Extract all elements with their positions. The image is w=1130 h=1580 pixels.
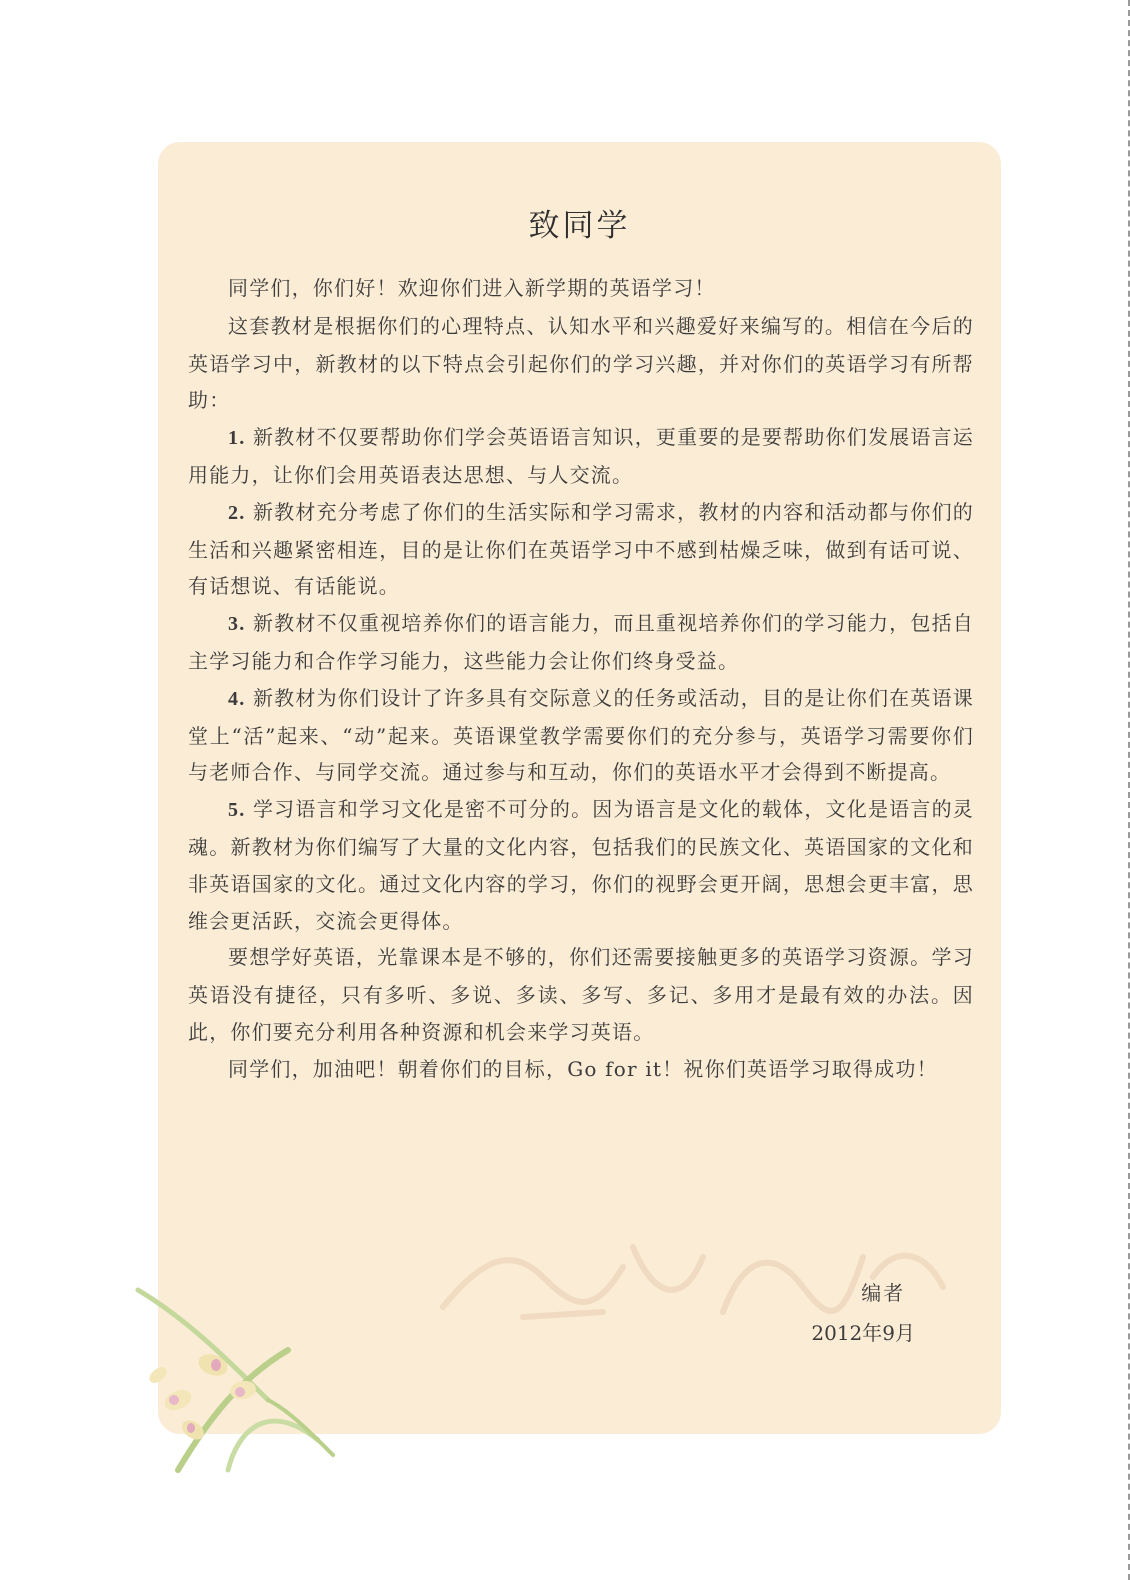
paragraph-text: 新教材不仅重视培养你们的语言能力，而且重视培养你们的学习能力，包括自主学习能力和合作学习能力，这些能力会让你们终身受益。 [188,611,974,673]
item-number: 1. [228,427,246,450]
paragraph [188,1051,974,1089]
item-number: 4. [228,687,246,710]
letter-title: 致同学 [528,208,631,244]
paragraph-text: 新教材不仅要帮助你们学会英语语言知识，更重要的是要帮助你们发展语言运用能力，让你们会用英语表达思想、与人交流。 [188,425,974,487]
paragraph [188,680,974,791]
item-number: 5. [228,799,246,822]
paragraph [188,791,974,939]
signature-date: 2012年9月 [811,1321,915,1345]
signature-block [811,1273,915,1353]
letter-body [188,270,974,1089]
letter-panel [158,142,1001,1434]
paragraph-text: 同学们，加油吧！朝着你们的目标，Go for it！祝你们英语学习取得成功！ [228,1056,938,1081]
paragraph [188,939,974,1050]
paragraph [188,605,974,680]
item-number: 3. [228,613,246,636]
item-number: 2. [228,501,246,524]
signature-editor: 编者 [861,1281,906,1305]
paragraph [188,270,974,308]
paragraph [188,494,974,605]
paragraph-text: 新教材为你们设计了许多具有交际意义的任务或活动，目的是让你们在英语课堂上“活”起来、“动”起来。英语课堂教学需要你们的充分参与，英语学习需要你们与老师合作、与同学交流。通过参与和互动，你们的英语水平才会得到不断提高。 [188,685,974,785]
paragraph [188,419,974,494]
paragraph-text: 要想学好英语，光靠课本是不够的，你们还需要接触更多的英语学习资源。学习英语没有捷径，只有多听、多说、多读、多写、多记、多用才是最有效的办法。因此，你们要充分利用各种资源和机会来学习英语。 [188,945,974,1044]
paragraph-text: 学习语言和学习文化是密不可分的。因为语言是文化的载体，文化是语言的灵魂。新教材为你们编写了大量的文化内容，包括我们的民族文化、英语国家的文化和非英语国家的文化。通过文化内容的学习，你们的视野会更开阔，思想会更丰富，思维会更活跃，交流会更得体。 [188,797,974,933]
paragraph-text: 同学们，你们好！欢迎你们进入新学期的英语学习！ [228,276,716,300]
paragraph-text: 这套教材是根据你们的心理特点、认知水平和兴趣爱好来编写的。相信在今后的英语学习中，新教材的以下特点会引起你们的学习兴趣，并对你们的英语学习有所帮助： [188,313,974,413]
paragraph [188,308,974,419]
paragraph-text: 新教材充分考虑了你们的生活实际和学习需求，教材的内容和活动都与你们的生活和兴趣紧密相连，目的是让你们在英语学习中不感到枯燥乏味，做到有话可说、有话想说、有话能说。 [188,499,974,599]
